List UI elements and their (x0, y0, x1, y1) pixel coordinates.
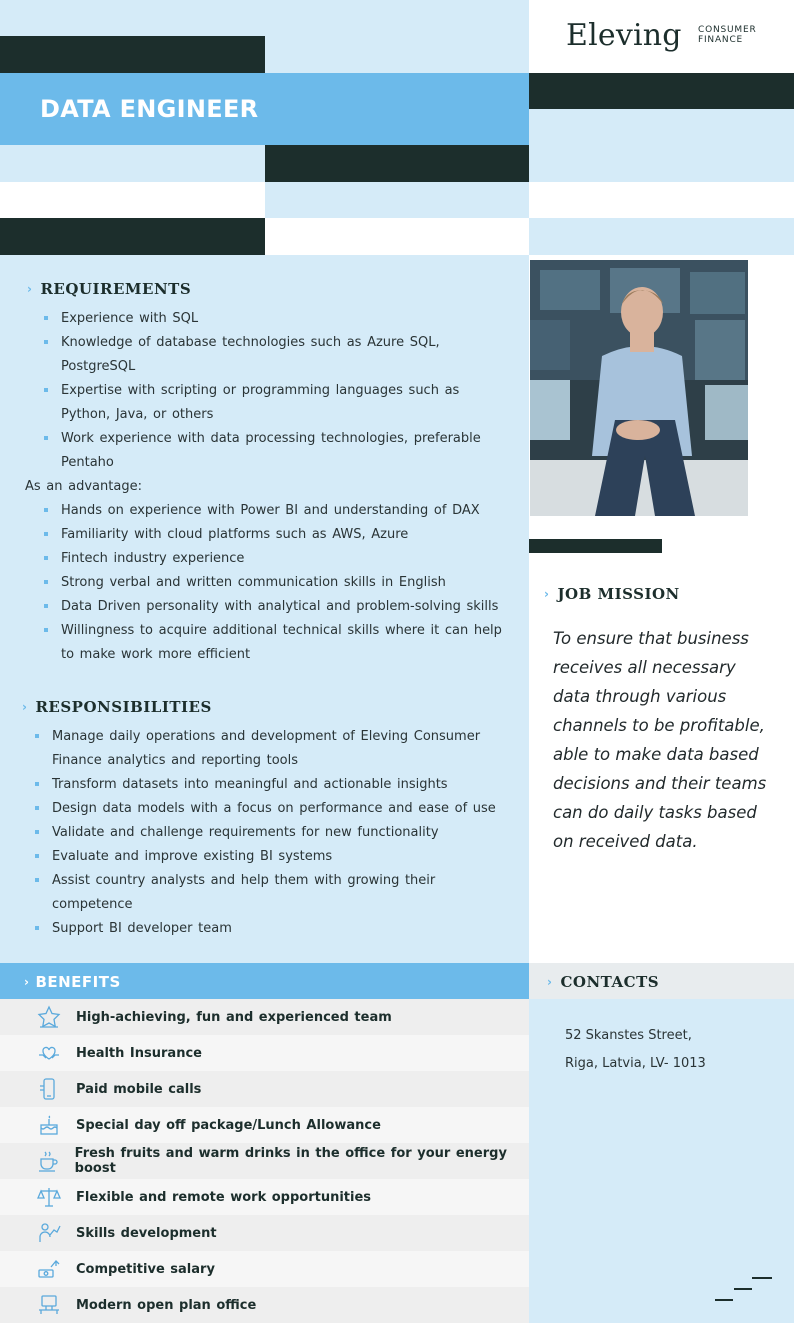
list-item: Strong verbal and written communication skills in English (43, 571, 508, 595)
benefit-label: High-achieving, fun and experienced team (76, 1009, 392, 1025)
benefit-row (0, 1215, 529, 1251)
header-block (0, 145, 265, 182)
benefit-label: Fresh fruits and warm drinks in the office for your energy boost (74, 1146, 507, 1176)
star-icon (36, 1005, 62, 1029)
list-item: Experience with SQL (43, 307, 508, 331)
decorative-dash (752, 1277, 772, 1279)
list-item: Expertise with scripting or programming languages such as Python, Java, or others (43, 379, 508, 427)
balance-icon (36, 1185, 62, 1209)
benefit-row (0, 1143, 529, 1179)
benefit-row (0, 1035, 529, 1071)
list-item: Support BI developer team (34, 917, 504, 941)
benefit-label: Paid mobile calls (76, 1081, 202, 1097)
benefit-row (0, 999, 529, 1035)
header-block (0, 182, 265, 218)
list-item: Knowledge of database technologies such as Azure SQL, PostgreSQL (43, 331, 508, 379)
logo-subtitle: CONSUMER FINANCE (698, 25, 757, 45)
benefit-row (0, 1071, 529, 1107)
benefit-label: Modern open plan office (76, 1297, 257, 1313)
list-item: Willingness to acquire additional technical skills where it can help to make work more efficient (43, 619, 508, 667)
benefit-label: Special day off package/Lunch Allowance (76, 1117, 381, 1133)
list-item: Evaluate and improve existing BI systems (34, 845, 504, 869)
benefit-row (0, 1287, 529, 1323)
responsibilities-list (34, 725, 504, 941)
list-item: Hands on experience with Power BI and understanding of DAX (43, 499, 508, 523)
benefit-label: Skills development (76, 1225, 217, 1241)
job-mission-heading: › JOB MISSION (544, 585, 680, 603)
mission-divider-bar (529, 539, 662, 553)
header-block (529, 218, 794, 255)
contacts-address (565, 1022, 706, 1078)
header-block (265, 182, 529, 218)
header-block (529, 182, 794, 218)
employee-photo (530, 260, 748, 516)
chevron-right-icon: › (544, 587, 550, 601)
header-bg-left (0, 0, 529, 36)
header-bar-dark-1 (0, 36, 265, 73)
benefit-row (0, 1251, 529, 1287)
benefit-row (0, 1179, 529, 1215)
header-block (529, 109, 794, 182)
list-item: Design data models with a focus on performance and ease of use (34, 797, 504, 821)
list-item: Familiarity with cloud platforms such as AWS, Azure (43, 523, 508, 547)
chevron-right-icon: › (24, 975, 30, 989)
list-item: Work experience with data processing technologies, preferable Pentaho (43, 427, 508, 475)
benefit-label: Competitive salary (76, 1261, 215, 1277)
cake-icon (36, 1113, 62, 1137)
advantage-label: As an advantage: (25, 479, 142, 494)
header-bar-dark-3 (0, 218, 265, 255)
header-block (265, 36, 529, 73)
header-block (265, 218, 529, 255)
chevron-right-icon: › (547, 975, 553, 989)
list-item: Validate and challenge requirements for new functionality (34, 821, 504, 845)
address-line: Riga, Latvia, LV- 1013 (565, 1056, 706, 1071)
list-item: Fintech industry experience (43, 547, 508, 571)
phone-icon (36, 1077, 62, 1101)
decorative-dash (734, 1288, 752, 1290)
benefits-heading: › BENEFITS (24, 973, 121, 991)
list-item: Transform datasets into meaningful and actionable insights (34, 773, 504, 797)
requirements-list (25, 307, 508, 667)
cup-icon (36, 1149, 61, 1173)
logo-wordmark: Eleving (566, 18, 682, 53)
list-item: Data Driven personality with analytical and problem-solving skills (43, 595, 508, 619)
header-bar-dark-2 (265, 145, 529, 182)
office-icon (36, 1293, 62, 1317)
job-mission-text: To ensure that business receives all necessary data through various channels to be profitable, able to make data based decisions and their teams can do daily tasks based on received data. (553, 629, 767, 851)
contacts-heading: › CONTACTS (547, 973, 660, 991)
chevron-right-icon: › (22, 700, 28, 714)
benefit-label: Health Insurance (76, 1045, 202, 1061)
heart-hand-icon (36, 1041, 62, 1065)
requirements-heading: › REQUIREMENTS (27, 280, 192, 298)
chevron-right-icon: › (27, 282, 33, 296)
address-line: 52 Skanstes Street, (565, 1028, 692, 1043)
list-item: Assist country analysts and help them with growing their competence (34, 869, 504, 917)
money-icon (36, 1257, 62, 1281)
list-item: Manage daily operations and development of Eleving Consumer Finance analytics and reporting tools (34, 725, 504, 773)
header-bar-dark-4 (529, 73, 794, 109)
responsibilities-heading: › RESPONSIBILITIES (22, 698, 212, 716)
growth-icon (36, 1221, 62, 1245)
decorative-dash (715, 1299, 733, 1301)
benefit-row (0, 1107, 529, 1143)
job-title: DATA ENGINEER (40, 95, 259, 123)
benefit-label: Flexible and remote work opportunities (76, 1189, 372, 1205)
